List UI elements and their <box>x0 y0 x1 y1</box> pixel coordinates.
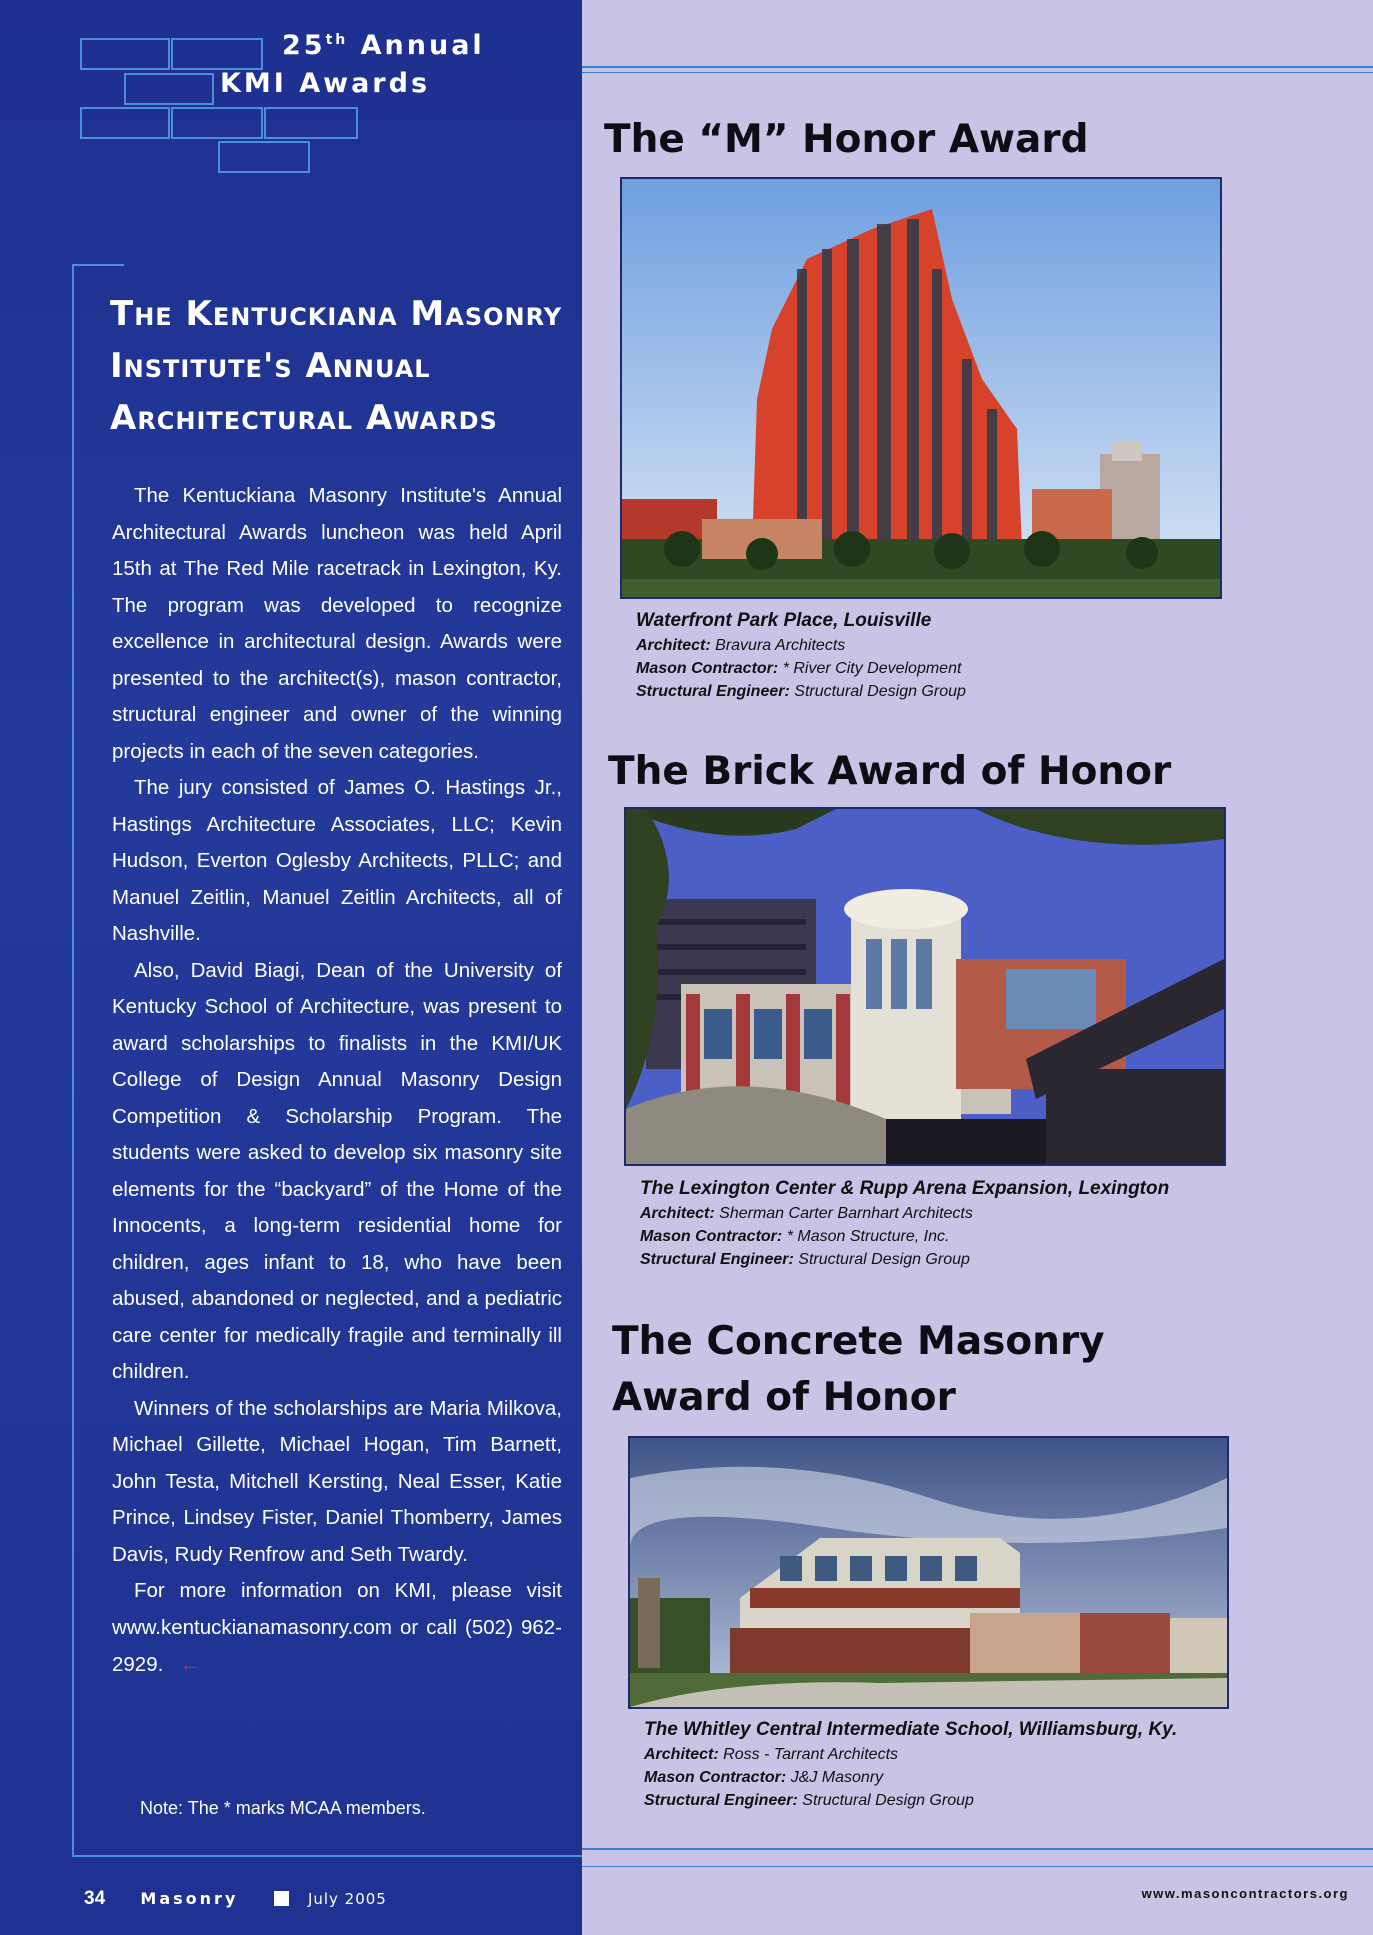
bottom-rule <box>582 1848 1373 1850</box>
page-number: 34 <box>84 1888 106 1909</box>
paragraph: The Kentuckiana Masonry Institute's Annual Architectural Awards luncheon was held April 15th at The Red Mile racetrack in Lexington, Ky. The program was developed to recognize excellence in architectural design. Awards were presented to the architect(s), mason contractor, structural engineer and owner of the winning projects in each of the seven categories. <box>112 484 562 763</box>
brick-shape <box>218 141 310 173</box>
square-icon <box>274 1891 289 1906</box>
caption-engineer: Structural Engineer: Structural Design Group <box>640 1251 970 1268</box>
magazine-name: Masonry <box>140 1889 239 1908</box>
frame-line <box>72 264 74 1856</box>
award-title-m-honor: The “M” Honor Award <box>604 117 1089 162</box>
sidebar-panel <box>0 0 582 1935</box>
sidebar-title: The Kentuckiana Masonry Institute's Annual Architectural Awards <box>110 294 563 438</box>
photo-whitley-central-school <box>628 1436 1229 1709</box>
caption-engineer: Structural Engineer: Structural Design Group <box>644 1792 974 1809</box>
paragraph: The jury consisted of James O. Hastings Jr., Hastings Architecture Associates, LLC; Kevin Hudson, Everton Oglesby Architects, PLLC; and Manuel Zeitlin, Manuel Zeitlin Architects, all of Nashville. <box>112 776 562 945</box>
project-name: The Whitley Central Intermediate School, Williamsburg, Ky. <box>644 1719 1178 1740</box>
caption-architect: Architect: Bravura Architects <box>636 637 846 654</box>
issue-date: July 2005 <box>307 1890 387 1908</box>
brick-shape <box>264 107 358 139</box>
note: Note: The * marks MCAA members. <box>140 1798 426 1818</box>
award-title-brick: The Brick Award of Honor <box>608 749 1172 794</box>
caption-mason: Mason Contractor: * Mason Structure, Inc. <box>640 1228 950 1245</box>
brick-shape <box>80 107 170 139</box>
caption-mason: Mason Contractor: J&J Masonry <box>644 1769 884 1786</box>
award-title-line: The Concrete Masonry <box>612 1319 1105 1364</box>
brick-shape <box>80 38 170 70</box>
caption-award-1 <box>636 608 1336 703</box>
frame-line <box>72 264 124 266</box>
project-name: The Lexington Center & Rupp Arena Expansion, Lexington <box>640 1178 1170 1199</box>
top-rule <box>582 72 1373 73</box>
sidebar-body <box>112 478 562 1684</box>
frame-line <box>72 1855 582 1857</box>
bottom-rule <box>582 1866 1373 1867</box>
header-annual: 25th Annual <box>282 30 485 61</box>
brick-shape <box>171 38 263 70</box>
arrow-left-icon: ← <box>179 1651 202 1676</box>
paragraph: Winners of the scholarships are Maria Milkova, Michael Gillette, Michael Hogan, Tim Barnett, John Testa, Mitchell Kersting, Neal Esser, Katie Prince, Lindsey Fister, Daniel Thomberry, James Davis, Rudy Renfrow and Seth Twardy. <box>112 1396 562 1566</box>
photo-lexington-center <box>624 807 1226 1166</box>
footer-website[interactable]: www.masoncontractors.org <box>1141 1886 1349 1901</box>
top-rule <box>582 66 1373 68</box>
paragraph: Also, David Biagi, Dean of the University of Kentucky School of Architecture, was present to award scholarships to finalists in the KMI/UK College of Design Annual Masonry Design Competition & Scholarship Program. The students were asked to develop six masonry site elements for the “backyard” of the Home of the Innocents, a long-term residential home for children, ages infant to 18, who have been abused, abandoned or neglected, and a pediatric care center for medically fragile and terminally ill children. <box>112 958 562 1383</box>
award-title-concrete-masonry <box>612 1314 1105 1426</box>
caption-architect: Architect: Sherman Carter Barnhart Architects <box>640 1205 973 1222</box>
contact-text: For more information on KMI, please visit www.kentuckianamasonry.com or call (502) 962-2929. <box>112 1579 562 1676</box>
header-kmi-awards: KMI Awards <box>220 68 431 99</box>
caption-mason: Mason Contractor: * River City Development <box>636 660 962 677</box>
caption-engineer: Structural Engineer: Structural Design Group <box>636 683 966 700</box>
caption-award-3 <box>644 1717 1344 1812</box>
brick-shape <box>124 73 214 105</box>
caption-award-2 <box>640 1176 1340 1271</box>
brick-shape <box>171 107 263 139</box>
paragraph-contact <box>112 1573 562 1684</box>
project-name: Waterfront Park Place, Louisville <box>636 610 932 631</box>
award-title-line: Award of Honor <box>612 1375 956 1420</box>
footer-left <box>84 1888 387 1910</box>
caption-architect: Architect: Ross - Tarrant Architects <box>644 1746 899 1763</box>
photo-waterfront-park-place <box>620 177 1222 599</box>
